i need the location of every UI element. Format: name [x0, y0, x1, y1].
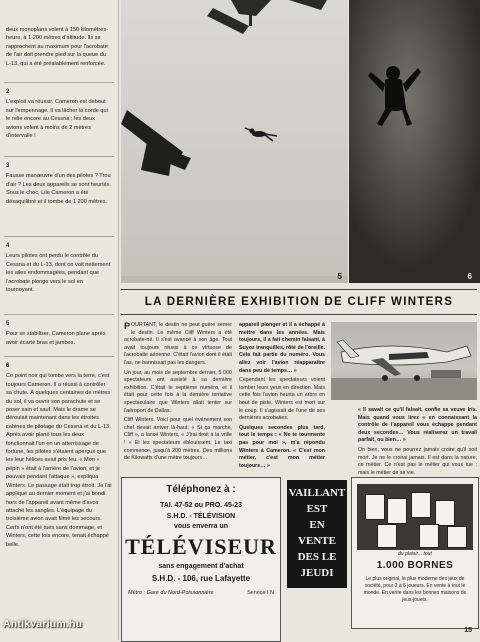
paragraph: OURTANT, le destin ne peut guère semer le destin. Le même Cliff Winters a été acrobate-né. Il s'est avancé à son âge. Tout avait toujours réussi à ce virtuose de l'acrobatie aérienne. C'était l'avion dont il était l'as, ne bannissait pas les dangers. [124, 322, 232, 366]
ad-title: 1.000 BORNES [376, 560, 454, 571]
divider [4, 356, 114, 357]
caption-number: 6 [6, 363, 10, 369]
photo-midair-collision [121, 0, 348, 283]
caption-5 [6, 320, 112, 347]
headline-bottom-rule [121, 314, 477, 315]
paragraph: Un jour, au mois de septembre dernier, 5 000 spectateurs ont assisté à sa dernière exhibition. C'était le septième numéro, et il était pour cette fois à la dernière tentative spectaculaire que Winters allait tenter sur l'aéroport de Dallas. [124, 369, 232, 414]
photo-crashed-plane [331, 322, 477, 400]
caption-3 [6, 162, 112, 206]
acrobat-figure [245, 128, 277, 141]
ad-vaillant-line: JEUDI [300, 567, 334, 579]
divider [4, 156, 114, 157]
ad-1000-bornes [351, 477, 479, 629]
card-icon [435, 500, 455, 526]
headline-top-rule [121, 289, 477, 290]
caption-2 [6, 88, 112, 140]
caption-text: Pour se stabiliser, Cameron plane après avoir écarté bras et jambes. [6, 331, 106, 346]
paragraph: Quelques secondes plus tard, tout le temps : « Ne te tourmente pas pour moi », m'a répondu Winters à Cameron. « C'est mon métier, c'est mon métier toujours… » [239, 424, 325, 469]
drop-cap: P [124, 321, 131, 331]
paragraph: « Il savait ce qu'il faisait, confie sa veuve Iris. Mais quand vous lirez « en connaissant la contrôle de l'appareil vous échappe pendant deux secondes… Vous réaliserez un travail parfait, ou bien… » [358, 407, 477, 444]
ad-address: S.H.D. - 106, rue Lafayette [151, 574, 251, 583]
ad-vaillant-line: EN [309, 519, 325, 531]
ad-vaillant-line: VAILLANT [288, 487, 346, 499]
article-column-1 [124, 322, 232, 465]
article-column-2 [239, 322, 325, 472]
page-number: 15 [464, 627, 472, 634]
photo-number: 5 [337, 272, 342, 281]
ad-description: Le plus original, le plus moderne des jeux de société, pour 2 à 6 joueurs. En vente à tout le monde. En vente dans les bonnes maisons de jeux-jouets. [363, 576, 467, 603]
caption-6 [6, 362, 112, 549]
divider [4, 314, 114, 315]
caption-number: 5 [6, 321, 10, 327]
caption-number: 3 [6, 163, 10, 169]
ad-metro: Métro : Gare du Nord-Poissonnière [128, 590, 214, 596]
ad-offer: vous enverra un [173, 523, 229, 530]
caption-number: 4 [6, 243, 10, 249]
caption-number: 2 [6, 89, 10, 95]
card-icon [365, 494, 385, 520]
paragraph: Cependant les spectateurs voient tomber leurs yeux en direction. Mais cette fois l'avion heurta un arbre en bout de piste. Winters est mort sur le coup. Il s'agissait de l'une de ses dernières acrobaties. [239, 377, 325, 422]
card-icon [447, 526, 467, 548]
card-icon [411, 492, 431, 518]
card-icon [387, 498, 407, 524]
ad-phone-numbers: TAI. 47-52 ou PRO. 45-23 [160, 502, 242, 509]
caption-1 [6, 26, 112, 68]
ad-phone-heading: Téléphonez à : [166, 484, 236, 495]
paragraph: On bien, vous ne pourrez jamais croire qu'il soit mort. Je ne le croirai jamais. Il est dans la nature, ce métier. Ce n'est pas le métier qui vous tue ; mais le métier de sa vie. [358, 446, 477, 476]
caption-text: deux monoplans volent à 150 kilomètres-heure, à 1 200 mètres d'altitude. Ils se rapprochent au maximum pour l'acrobate de l'air doit prendre pied sur la queue du L-13, qui a été préalablement renforcée. [6, 27, 108, 67]
caption-text: Fausse manœuvre d'un des pilotes ? Trou d'air ? Les deux appareils se sont heurtés. Sous le choc, Lile Cameron a été désaquilibré et il tombe de 1 200 mètres. [6, 173, 111, 205]
ad-company: S.H.D. - TÉLÉVISION [166, 513, 236, 520]
watermark: Antikvarium.hu [3, 618, 83, 630]
ad-service: Service I N [247, 590, 274, 596]
ad-vaillant-line: DES LE [297, 551, 337, 563]
biplane-scene-illustration [121, 0, 348, 283]
article-column-3 [358, 407, 477, 479]
photo-freefall [349, 0, 480, 283]
card-icon [377, 524, 397, 548]
plane-illustration [331, 322, 477, 400]
ad-vaillant-line: EST [306, 503, 328, 515]
ad-vaillant [287, 480, 347, 588]
caption-text: Ce point noir qui tombe vers la terre, c'est toujours Cameron. Il a réussi à contrôler sa chute. À quelques centaines de mètres du sol, il va ouvrir son parachute et se poser sain et sauf. Mais le drame se déroulait maintenant dans les étroites cabines de pilotage du Cessna et du L-13. Après avoir plané tous les deux fonctionnait l'un en un atterrissage de fortune, les pilotes s'étaient aperçus que les leur hélices avait pris feu. « Mon « pépin » était à l'arrière de l'avion, et je pouvais pendant l'attaque », expliqua Winters. Le passage était trop étroit. Je l'ai appliqué au dernier moment et j'ai bondi hors de l'appareil avant même d'avoir attaché les sangles. L'équipage du troisième avion avait filmé les secours. Cerfs n'ont été tués sans dommage, et Winters, cette fois encore, tenait échappé belle. [6, 373, 112, 548]
caption-column [0, 0, 119, 640]
ad-vaillant-line: VENTE [298, 535, 336, 547]
divider [4, 236, 114, 237]
photo-number: 6 [467, 272, 472, 281]
ad-televiseur [121, 477, 281, 642]
ad-tagline: du plaisir... tout [398, 551, 432, 557]
caption-4 [6, 242, 112, 294]
caption-text: Leurs pilotes ont perdu le contrôle du Cessna et du L-13, dont on voit nettement les ailes endommagées, pendant que l'acrobate plonge vers le sol en tournoyant. [6, 253, 111, 294]
skydiver-silhouette-illustration [349, 0, 480, 283]
paragraph: appareil plonger et il a échappé à mettre dans les années. Mais toujours, il a fait chemin faisant, à Suyoz tranquilles, rôté de l'oreille. Cela fait partie du numéro. Vous allez voir l'avion réapparaître dans peu de temps… » [239, 322, 325, 374]
paragraph: Cliff Winters. Voici pour quel événement son chef devait arriver là-haut. « Si ça marche, Cliff », a lancé Winters, « J'irai droit à la vrille ! » Et les spectateurs éblouissent. Le taxi commence, jusqu'à 200 mètres. Des millions de Kilowatts d'une mètre toujours… [124, 417, 232, 462]
ad-condition: sans engagement d'achat [158, 563, 244, 570]
article-headline: LA DERNIÈRE EXHIBITION DE CLIFF WINTERS [144, 296, 454, 308]
ad-headline: TÉLÉVISEUR [125, 534, 277, 559]
game-cards-photo [357, 484, 473, 550]
card-icon [419, 524, 439, 548]
caption-text: L'exploit va réussir. Cameron est debout sur l'empennage. Il va lâcher la corde qui le relie encore au Cessna ; les deux avions volent à moins de 2 mètres d'intervalle ! [6, 99, 108, 140]
divider [4, 82, 114, 83]
